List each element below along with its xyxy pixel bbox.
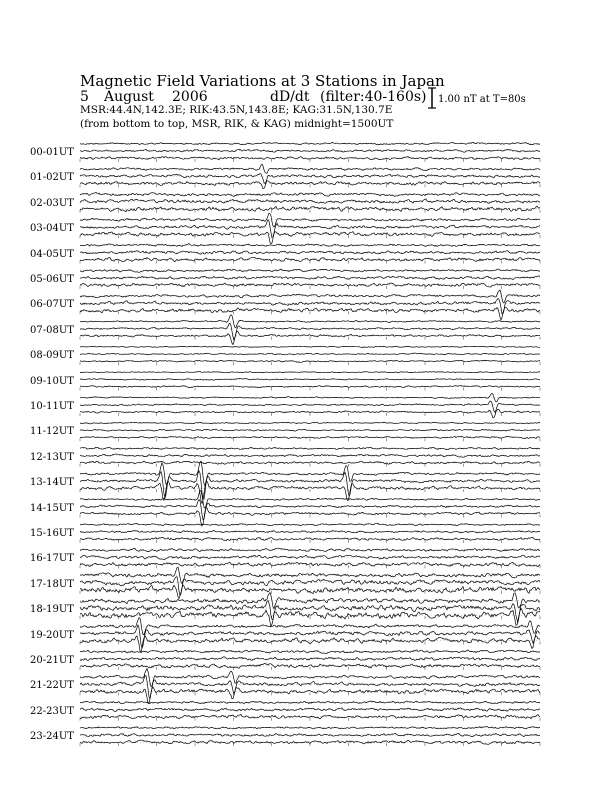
station-coordinates: MSR:44.4N,142.3E; RIK:43.5N,143.8E; KAG:31.5N,130.7E xyxy=(80,104,393,116)
chart-title: Magnetic Field Variations at 3 Stations in Japan xyxy=(80,72,445,90)
trace-RIK xyxy=(80,220,540,238)
hour-label: 04-05UT xyxy=(30,248,74,260)
date-month: August xyxy=(104,89,154,105)
hour-label: 21-22UT xyxy=(30,680,74,692)
trace-KAG xyxy=(80,269,540,272)
hour-label: 19-20UT xyxy=(30,629,74,641)
trace-RIK xyxy=(80,429,540,431)
trace-KAG xyxy=(80,523,540,525)
hour-label: 20-21UT xyxy=(30,655,74,666)
trace-KAG xyxy=(80,346,540,347)
hour-row-11-12UT xyxy=(80,422,540,441)
trace-RIK xyxy=(80,471,540,499)
trace-KAG xyxy=(80,192,540,196)
hour-label: 03-04UT xyxy=(30,223,74,235)
trace-KAG xyxy=(80,164,540,173)
hour-label: 11-12UT xyxy=(30,426,74,438)
quantity-label: dD/dt xyxy=(270,89,310,105)
hour-label: 22-23UT xyxy=(30,705,74,717)
hour-row-14-15UT xyxy=(80,491,540,526)
station-order-note: (from bottom to top, MSR, RIK, & KAG) midnight=1500UT xyxy=(80,118,394,130)
trace-KAG xyxy=(80,447,540,449)
hour-label: 01-02UT xyxy=(30,172,74,184)
hour-label: 06-07UT xyxy=(30,299,74,311)
hour-row-15-16UT xyxy=(80,523,540,543)
scale-label: 1.00 nT at T=80s xyxy=(438,94,526,105)
hour-label: 07-08UT xyxy=(30,324,74,336)
hour-label: 16-17UT xyxy=(30,553,74,565)
trace-RIK xyxy=(80,657,540,661)
hour-row-03-04UT xyxy=(80,213,540,244)
trace-RIK xyxy=(80,625,540,648)
hour-label: 02-03UT xyxy=(30,197,74,209)
hour-row-07-08UT xyxy=(80,315,540,345)
hour-label: 12-13UT xyxy=(30,451,74,463)
hour-row-08-09UT xyxy=(80,346,540,365)
hour-row-06-07UT xyxy=(80,290,540,320)
hour-row-02-03UT xyxy=(80,192,540,212)
hour-label: 15-16UT xyxy=(30,528,74,539)
trace-RIK xyxy=(80,733,540,736)
trace-MSR xyxy=(80,386,540,388)
trace-KAG xyxy=(80,650,540,654)
hour-row-10-11UT xyxy=(80,393,540,418)
trace-RIK xyxy=(80,379,540,381)
hour-row-04-05UT xyxy=(80,244,540,264)
hour-row-00-01UT xyxy=(80,142,540,162)
trace-KAG xyxy=(80,372,540,373)
hour-label: 09-10UT xyxy=(30,375,74,387)
filter-label: (filter:40-160s) xyxy=(320,89,427,105)
trace-KAG xyxy=(80,244,540,247)
hour-row-20-21UT xyxy=(80,650,540,670)
trace-RIK xyxy=(80,401,540,412)
hour-label: 05-06UT xyxy=(30,274,74,285)
hour-row-18-19UT xyxy=(80,593,540,627)
hour-label: 23-24UT xyxy=(30,731,74,743)
trace-KAG xyxy=(80,727,540,729)
hour-row-22-23UT xyxy=(80,701,540,721)
hour-label: 08-09UT xyxy=(30,350,74,362)
date-year: 2006 xyxy=(172,89,208,105)
hour-row-17-18UT xyxy=(80,567,540,598)
trace-KAG xyxy=(80,290,540,303)
hour-label: 17-18UT xyxy=(30,578,74,590)
hour-label: 18-19UT xyxy=(30,604,74,616)
hour-row-21-22UT xyxy=(80,669,540,704)
trace-RIK xyxy=(80,199,540,203)
hour-row-12-13UT xyxy=(80,447,540,466)
hour-label: 00-01UT xyxy=(30,147,74,158)
trace-KAG xyxy=(80,142,540,144)
hour-row-09-10UT xyxy=(80,372,540,391)
hour-label: 10-11UT xyxy=(30,401,74,412)
date-day: 5 xyxy=(80,89,89,105)
hour-row-23-24UT xyxy=(80,727,540,747)
trace-RIK xyxy=(80,530,540,533)
hour-label: 13-14UT xyxy=(30,477,74,489)
hour-row-05-06UT xyxy=(80,269,540,289)
trace-KAG xyxy=(80,669,540,687)
hour-row-13-14UT xyxy=(80,461,540,503)
trace-RIK xyxy=(80,174,540,184)
hour-row-01-02UT xyxy=(80,164,540,189)
hour-row-16-17UT xyxy=(80,548,540,568)
hour-label: 14-15UT xyxy=(30,502,74,514)
trace-RIK xyxy=(80,149,540,152)
hour-row-19-20UT xyxy=(80,618,540,653)
trace-KAG xyxy=(80,315,540,328)
trace-RIK xyxy=(80,708,540,712)
